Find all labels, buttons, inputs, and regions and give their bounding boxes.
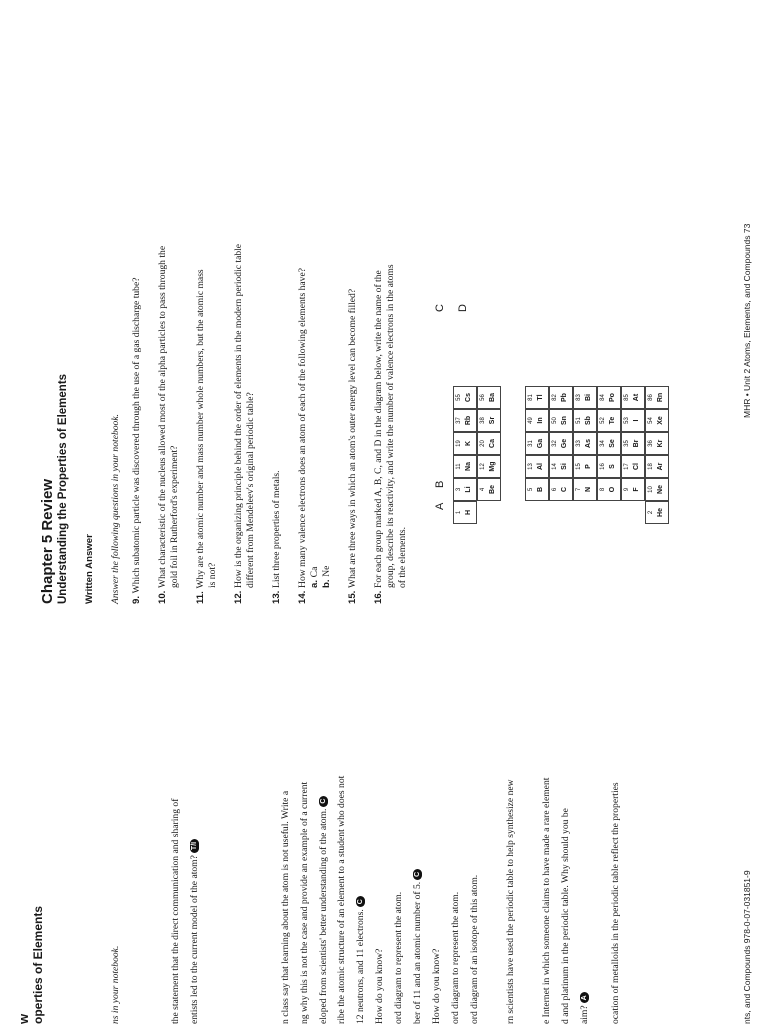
atomic-number: 51 [576,417,582,424]
question-number: 10. [157,590,168,604]
atomic-number: 32 [552,440,558,447]
left-subtitle: operties of Elements [31,905,45,1024]
element-symbol: Be [489,485,496,494]
question-text: different from Mendeleev's original periodic table? [245,392,256,588]
skill-badge: C [356,896,365,907]
left-text: eloped from scientists' better understanding of the atom. [318,808,329,1024]
left-text: ng why this is not the case and provide an example of a current [299,781,310,1024]
skill-badge: A [580,992,589,1003]
element-cell-As [573,432,597,455]
question-text-line [131,278,143,604]
atomic-number: 11 [456,463,462,470]
question-text-line [397,264,409,604]
atomic-number: 8 [600,487,606,492]
question-text: Which subatomic particle was discovered through the use of a gas discharge tube? [131,277,142,594]
question-10 [157,246,181,604]
question-text-line [347,289,359,604]
element-symbol: Sn [561,416,568,425]
group-label-d: D [457,304,469,312]
atomic-number: 9 [624,487,630,492]
group-label-c: C [434,304,446,312]
left-text-line [579,992,591,1024]
atomic-number: 36 [648,440,654,447]
question-15 [347,289,359,604]
atomic-number: 37 [456,417,462,424]
element-symbol: S [609,464,616,469]
question-text-line [245,244,257,604]
element-symbol: Ne [657,485,664,494]
question-text-line [373,264,385,604]
skill-badge: T/I [190,839,199,853]
atomic-number: 50 [552,417,558,424]
question-text: is not? [207,562,218,588]
left-text: 12 neutrons, and 11 electrons. [355,909,366,1024]
element-cell-O [597,478,621,501]
atomic-number: 14 [552,463,558,470]
element-symbol: In [537,417,544,424]
element-cell-Ga [525,432,549,455]
group-label-b: B [434,480,446,488]
right-footer: MHR • Unit 2 Atoms, Elements, and Compounds 73 [742,223,752,418]
atomic-number: 35 [624,440,630,447]
element-symbol: Br [633,439,640,448]
element-symbol: Si [561,463,568,470]
sub-question-text: Ne [321,565,332,577]
left-footer: nts, and Compounds 978-0-07-031851-9 [742,870,752,1024]
sub-question-label: a. [309,579,320,588]
element-symbol: Rb [465,415,472,426]
left-text-line [189,839,201,1024]
left-text: entists led to the current model of the atom? [189,855,200,1024]
sub-question [321,268,333,604]
element-symbol: Ba [489,393,496,402]
element-symbol: Mg [489,461,496,472]
atomic-number: 56 [480,394,486,401]
atomic-number: 33 [576,440,582,447]
atomic-number: 85 [624,394,630,401]
element-cell-Pb [549,386,573,409]
element-cell-Te [597,409,621,432]
question-number: 11. [195,591,206,604]
left-text: aim? [579,1005,590,1024]
element-symbol: Ge [561,438,568,449]
element-cell-Po [597,386,621,409]
element-cell-Li [453,478,477,501]
question-16 [373,264,409,604]
atomic-number: 12 [480,463,486,470]
left-text: e Internet in which someone claims to have made a rare element [541,777,552,1024]
question-11 [195,269,219,604]
element-cell-Kr [645,432,669,455]
left-text: ber of 11 and an atomic number of 5. [412,881,423,1024]
element-symbol: I [633,419,640,422]
chapter-subtitle: Understanding the Properties of Elements [57,373,69,604]
left-text: ord diagram of an isotope of this atom. [469,874,480,1024]
question-text: For each group marked A, B, C, and D in the diagram below, write the name of the [373,270,384,588]
element-cell-Rn [645,386,669,409]
atomic-number: 49 [528,417,534,424]
sub-question-text: Ca [309,566,320,578]
left-text-line [450,892,462,1024]
left-text: n class say that learning about the atom is not useful. Write a [280,790,291,1024]
element-symbol: Ar [657,462,664,471]
question-text: Why are the atomic number and mass number whole numbers, but the atomic mass [195,269,206,589]
question-text-line [195,269,207,604]
left-text-line [412,869,424,1024]
group-label-a: A [434,502,446,510]
element-symbol: Pb [561,393,568,402]
atomic-number: 82 [552,394,558,401]
element-cell-Xe [645,409,669,432]
element-cell-F [621,478,645,501]
element-cell-K [453,432,477,455]
atomic-number: 86 [648,394,654,401]
atomic-number: 13 [528,463,534,470]
element-cell-In [525,409,549,432]
element-symbol: Ga [537,438,544,449]
chapter-title: Chapter 5 Review [39,478,56,604]
atomic-number: 18 [648,463,654,470]
question-text: What characteristic of the nucleus allowed most of the alpha particles to pass through the [157,245,168,588]
element-cell-Bi [573,386,597,409]
element-cell-I [621,409,645,432]
skill-badge: C [413,869,422,880]
skill-badge: C [319,796,328,807]
element-symbol: F [633,487,640,492]
atomic-number: 20 [480,440,486,447]
left-text: ocation of metalloids in the periodic table reflect the properties [610,782,621,1024]
left-instructions: ns in your notebook. [110,945,121,1024]
element-cell-C [549,478,573,501]
left-text-line [374,949,386,1024]
question-text: of the elements. [397,526,408,588]
element-cell-Se [597,432,621,455]
left-text: the statement that the direct communication and sharing of [170,798,181,1024]
element-cell-Ar [645,455,669,478]
element-symbol: Se [609,439,616,448]
element-symbol: O [609,486,616,493]
element-cell-He [645,501,669,524]
left-text: ribe the atomic structure of an element to a student who does not [336,775,347,1024]
atomic-number: 52 [600,417,606,424]
element-cell-Ca [477,432,501,455]
left-text: How do you know? [374,948,385,1024]
question-text: List three properties of metals. [271,470,282,588]
left-chapter-title: w [16,1013,31,1024]
section-heading: Written Answer [84,534,95,604]
atomic-number: 4 [480,487,486,492]
element-symbol: As [585,439,592,448]
element-cell-Sr [477,409,501,432]
atomic-number: 6 [552,487,558,492]
element-symbol: Xe [657,416,664,425]
element-cell-Na [453,455,477,478]
left-text-line [170,799,182,1024]
atomic-number: 84 [600,394,606,401]
question-text: How is the organizing principle behind the order of elements in the modern periodic table [233,243,244,588]
element-cell-Be [477,478,501,501]
left-text-line [299,782,311,1024]
atomic-number: 7 [576,487,582,492]
left-text: ord diagram to represent the atom. [450,891,461,1024]
question-text: How many valence electrons does an atom of each of the following elements have? [297,268,308,588]
element-symbol: N [585,486,592,493]
question-9 [131,278,143,604]
element-cell-Rb [453,409,477,432]
element-cell-N [573,478,597,501]
question-text: group, describe its reactivity, and write the number of valence electrons in the atoms [385,264,396,588]
element-cell-Ba [477,386,501,409]
atomic-number: 83 [576,394,582,401]
atomic-number: 81 [528,394,534,401]
left-text-line [541,778,553,1024]
left-text-line [393,892,405,1024]
left-text-line [318,796,330,1024]
element-cell-H [453,501,477,524]
left-text-line [431,949,443,1024]
question-text-line [207,269,219,604]
atomic-number: 55 [456,394,462,401]
right-instructions: Answer the following questions in your notebook. [110,414,121,604]
question-number: 14. [297,590,308,604]
question-number: 16. [373,590,384,604]
left-text-line [560,808,572,1024]
atomic-number: 2 [648,510,654,515]
element-symbol: Tl [537,394,544,401]
left-text-line [469,875,481,1024]
atomic-number: 34 [600,440,606,447]
question-12 [233,244,257,604]
element-symbol: Po [609,393,616,402]
element-symbol: B [537,486,544,493]
question-text-line [233,244,245,604]
element-symbol: Rn [657,392,664,403]
question-number: 9. [131,595,142,604]
element-cell-Tl [525,386,549,409]
left-text-line [610,782,622,1024]
question-13 [271,470,283,604]
element-symbol: Li [465,486,472,493]
left-text-line [280,791,292,1024]
element-cell-Sb [573,409,597,432]
element-symbol: Na [465,462,472,471]
atomic-number: 15 [576,463,582,470]
left-text-line [336,776,348,1024]
atomic-number: 5 [528,487,534,492]
sub-question [309,268,321,604]
question-text-line [169,246,181,604]
element-symbol: At [633,393,640,402]
question-text-line [385,264,397,604]
element-cell-Al [525,455,549,478]
element-symbol: He [657,508,664,517]
left-text-line [505,779,517,1024]
left-text: ord diagram to represent the atom. [393,891,404,1024]
question-text-line [297,268,309,604]
element-cell-P [573,455,597,478]
atomic-number: 17 [624,463,630,470]
question-14 [297,268,333,604]
element-symbol: Kr [657,439,664,448]
atomic-number: 3 [456,487,462,492]
question-text: gold foil in Rutherford's experiment? [169,445,180,588]
question-number: 15. [347,590,358,604]
element-symbol: Sr [489,416,496,425]
element-cell-B [525,478,549,501]
element-cell-Ge [549,432,573,455]
element-symbol: C [561,486,568,493]
element-cell-Cl [621,455,645,478]
left-text: d and platinum in the periodic table. Why should you be [560,808,571,1024]
atomic-number: 1 [456,510,462,515]
question-text-line [157,246,169,604]
element-symbol: Te [609,416,616,425]
atomic-number: 10 [648,486,654,493]
atomic-number: 53 [624,417,630,424]
element-symbol: Cl [633,463,640,470]
element-cell-Cs [453,386,477,409]
question-text-line [271,470,283,604]
element-symbol: Al [537,463,544,470]
question-number: 12. [233,590,244,604]
atomic-number: 19 [456,440,462,447]
element-symbol: Cs [465,393,472,402]
element-cell-Mg [477,455,501,478]
element-symbol: Sb [585,416,592,425]
sub-question-label: b. [321,579,332,588]
left-text-line [355,896,367,1024]
element-cell-Sn [549,409,573,432]
element-cell-Ne [645,478,669,501]
question-text: What are three ways in which an atom's outer energy level can become filled? [347,288,358,588]
atomic-number: 16 [600,463,606,470]
element-symbol: K [465,440,472,447]
atomic-number: 31 [528,440,534,447]
atomic-number: 38 [480,417,486,424]
element-cell-Br [621,432,645,455]
left-text: rn scientists have used the periodic table to help synthesize new [505,779,516,1024]
question-number: 13. [271,590,282,604]
element-symbol: Ca [489,439,496,448]
element-cell-S [597,455,621,478]
element-cell-Si [549,455,573,478]
element-symbol: P [585,464,592,469]
element-symbol: H [465,509,472,516]
element-cell-At [621,386,645,409]
element-symbol: Bi [585,394,592,401]
atomic-number: 54 [648,417,654,424]
left-text: How do you know? [431,948,442,1024]
